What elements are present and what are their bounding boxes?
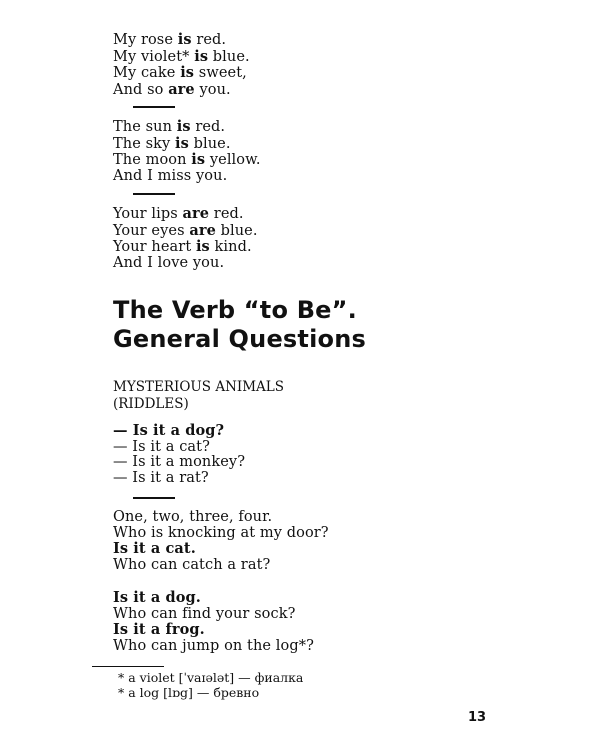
stanza-separator [133,106,175,108]
heading-line-1: The Verb “to Be”. [113,296,357,324]
emphasized-text: are [189,221,216,239]
text-segment: My rose [113,32,178,48]
text-segment: Your eyes [113,222,190,239]
emphasized-text: is [177,31,192,48]
text-segment: blue. [188,135,231,152]
text-segment: The sun [113,119,177,135]
text-segment: blue. [215,222,258,239]
stanza-separator [133,497,175,499]
text-segment: red. [209,206,244,222]
emphasized-text: is [191,151,206,169]
text-segment: Who can find your sock? [113,605,296,622]
riddles-title: MYSTERIOUS ANIMALS [113,379,285,395]
text-line [113,471,245,487]
riddles-title-block [113,379,284,413]
emphasized-text: is [180,64,195,82]
text-line [113,590,314,607]
text-segment: The moon [113,152,192,169]
text-line [113,558,329,574]
text-segment: — Is it a monkey? [113,454,246,471]
text-line [113,622,314,639]
text-line [113,119,261,136]
stanza-separator [133,193,175,195]
text-line [113,541,329,558]
text-segment: Who is knocking at my door? [113,524,329,541]
text-segment: red. [191,32,227,48]
text-line [113,223,258,240]
text-segment: Your lips [113,206,183,222]
text-segment: Your heart [113,239,196,256]
poem-frog [113,590,314,654]
text-segment: Who can catch a rat? [113,556,271,573]
emphasized-text: Is it a cat. [113,540,196,558]
text-segment: red. [190,119,226,135]
text-line [113,32,250,49]
text-line [113,455,245,471]
text-line [113,49,250,66]
text-line [113,256,258,272]
text-line [113,82,250,99]
footnote-rule [92,666,164,667]
text-segment: blue. [208,48,250,65]
text-segment: My violet* [113,48,195,65]
emphasized-text: is [176,118,191,135]
text-segment: My cake [113,65,181,82]
emphasized-text: is [175,134,189,152]
poem-rose [113,32,250,98]
text-segment: And I miss you. [113,167,228,184]
footnotes [118,670,303,700]
text-segment: — Is it a rat? [113,469,209,486]
text-segment: — Is it a cat? [113,438,210,455]
text-segment: One, two, three, four. [113,509,273,525]
text-line [113,152,261,169]
text-segment: Who can jump on the log*? [113,637,314,654]
text-line [113,65,250,82]
riddle-questions [113,423,245,486]
footnote-violet: * a violet [ˈvaɪələt] — фиалка [118,670,304,685]
page-number: 13 [468,710,487,725]
text-segment: sweet, [194,65,247,82]
emphasized-text: Is it a dog. [113,589,201,606]
emphasized-text: Is it a frog. [113,621,205,639]
text-line [113,136,261,153]
riddles-subtitle: (RIDDLES) [113,396,189,412]
text-segment: And I love you. [113,254,225,271]
poem-lips [113,206,258,271]
text-line [113,440,245,456]
poem-knocking [113,510,329,573]
text-segment: The sky [113,135,176,152]
text-segment: yellow. [205,152,261,169]
text-line [113,526,329,542]
heading-line-2: General Questions [113,325,366,353]
poem-sun [113,119,261,184]
emphasized-text: is [195,238,210,256]
section-heading [113,296,366,354]
text-line [113,423,245,440]
text-segment: And so [113,81,169,98]
text-line [113,206,258,223]
emphasized-text: are [182,205,210,222]
text-line [113,607,314,623]
text-line [113,510,329,526]
text-segment: you. [194,81,231,98]
text-segment: kind. [209,239,252,256]
emphasized-text: — Is it a dog? [113,422,225,439]
footnote-log: * a log [lɒg] — бревно [118,685,260,700]
text-line [113,239,258,256]
emphasized-text: is [194,47,209,65]
text-line [113,639,314,655]
text-line [113,169,261,185]
emphasized-text: are [168,80,195,98]
